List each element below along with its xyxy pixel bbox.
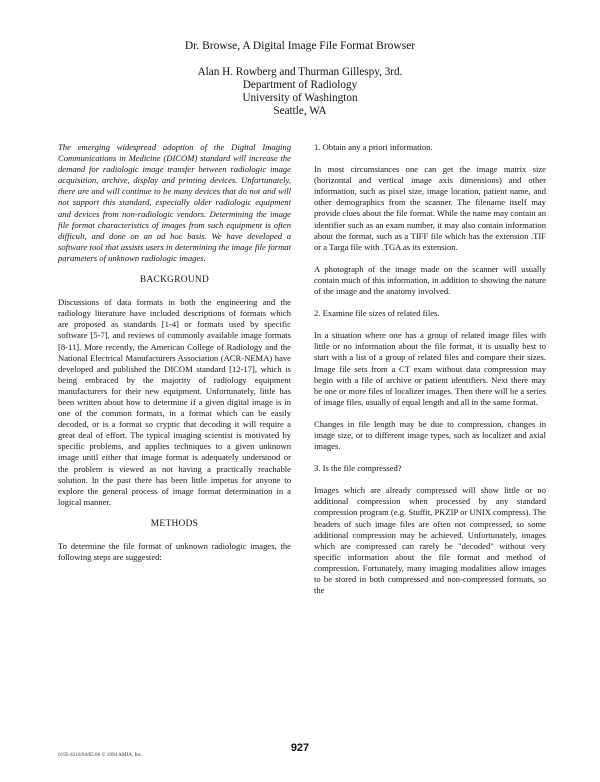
step-2-paragraph-1: In a situation where one has a group of related image files with little or no information about the file format, it is usually best to start with a list of a group of related files and compare their sizes. Image file sets from a CT exam without data compression may begin with a file of archive or patient identifiers. Next there may be one or more files of localizer images. Then there will be a series of image files, usually of equal length and all in the same format.: [314, 330, 546, 407]
abstract: The emerging widespread adoption of the Digital Imaging Communications in Medicine (DICOM) standard will increase the demand for radiologic image transfer between radiologic image acquisition, archive, display and printing devices. Unfortunately, there are and will continue to be many devices that do not and will not support this standard, especially older radiologic equipment and devices from non-radiologic vendors. Determining the image file format characteristics of images from such equipment is often difficult, and done on an ad hoc basis. We have developed a software tool that assists users in determining the image file format parameters of unknown radiologic images.: [58, 142, 291, 263]
step-1-paragraph-2: A photograph of the image made on the scanner will usually contain much of this information, in addition to showing the nature of the image and the anatomy involved.: [314, 263, 546, 297]
step-3-paragraph: Images which are already compressed will show little or no additional compression when processed by any standard compression program (e.g. Stuffit, PKZIP or UNIX compress). The headers of such image files are often not compressed, so some additional compression may be achieved. Unfortunately, images which are compressed can rarely be "decoded" without very specific information about the file format and method of compression. Fortunately, many imaging modalities allow images to be stored in both compressed and non-compressed formats, so the: [314, 485, 546, 596]
author-department: Department of Radiology: [242, 79, 358, 91]
author-city: Seattle, WA: [273, 105, 327, 117]
author-block: [0, 66, 600, 118]
left-column: [58, 142, 291, 574]
step-3-heading: 3. Is the file compressed?: [314, 463, 402, 474]
author-names: Alan H. Rowberg and Thurman Gillespy, 3rd.: [197, 66, 403, 78]
step-2-paragraph-2: Changes in file length may be due to compression, changes in image size, or to different image types, such as localizer and axial images.: [314, 418, 546, 452]
step-1-paragraph-1: In most circumstances one can get the image matrix size (horizontal and vertical image axis dimensions) and other information, such as pixel size, image location, patient name, and other demographics from the scanner. The filename itself may provide clues about the file format. While the name may contain an identifier such as an exam number, it may also contain information about the format, such as a TIFF file which has the extension .TIF or a Targa file with .TGA as its extension.: [314, 164, 546, 252]
paper-title: Dr. Browse, A Digital Image File Format Browser: [184, 40, 416, 52]
step-1-heading: 1. Obtain any a priori information.: [314, 142, 433, 152]
page-number: 927: [290, 742, 310, 754]
methods-heading: METHODS: [150, 518, 199, 529]
author-university: University of Washington: [242, 92, 358, 104]
right-column: [314, 142, 546, 607]
copyright-line: 0195-4210/94/$5.00 © 1994 AMIA, Inc.: [58, 752, 143, 758]
background-paragraph: Discussions of data formats in both the engineering and the radiology literature have included descriptions of formats which are proposed as standards [1-4] or formats used by specific software [5-7], and reviews of commonly available image formats [8-11]. More recently, the American College of Radiology and the National Electrical Manufacturers Association (ACR-NEMA) have developed and published the DICOM standard [12-17], which is being embraced by the majority of radiology equipment manufacturers for their new equipment. Unfortunately, little has been written about how to determine if a given digital image is in one of the common formats, in a format which can be easily decoded, or is a format so cryptic that decoding it will require a great deal of effort. The typical imaging scientist is motivated by specific problems, and applies techniques to a given unknown image until either that image format is adequately understood or the problem is viewed as not having a practically reachable solution. In the past there has been little impetus for anyone to explore the general process of image format determination in a logical manner.: [58, 297, 291, 507]
methods-paragraph: To determine the file format of unknown radiologic images, the following steps are suggested:: [58, 541, 291, 563]
background-heading: BACKGROUND: [139, 275, 210, 286]
step-2-heading: 2. Examine file sizes of related files.: [314, 308, 440, 319]
